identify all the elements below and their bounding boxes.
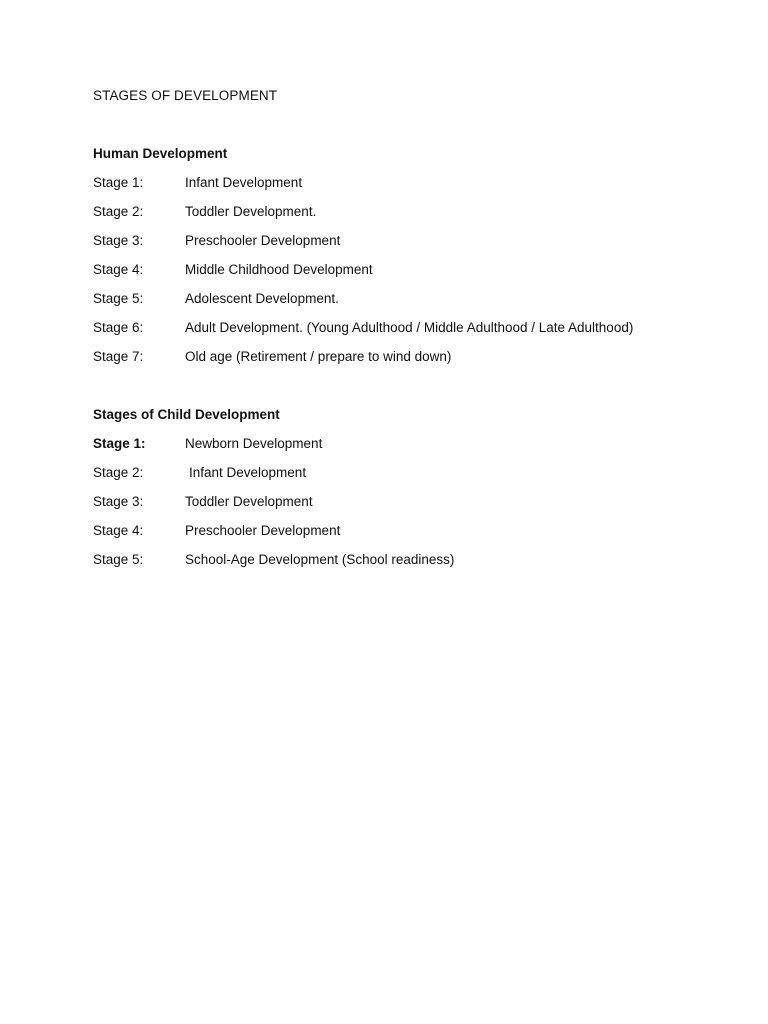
- stage-row: [93, 233, 733, 262]
- stage-row: [93, 320, 733, 349]
- section-heading-human-development: Human Development: [93, 146, 228, 161]
- stage-row: [93, 175, 733, 204]
- stage-row: [93, 494, 733, 523]
- stage-description: School-Age Development (School readiness): [185, 552, 455, 567]
- stage-description: Adult Development. (Young Adulthood / Middle Adulthood / Late Adulthood): [185, 320, 634, 335]
- stage-label: Stage 6:: [93, 320, 144, 335]
- human-development-stage-list: [93, 175, 733, 378]
- stage-row: [93, 552, 733, 581]
- stage-description: Newborn Development: [185, 436, 323, 451]
- stage-row: [93, 349, 733, 378]
- stage-label: Stage 1:: [93, 436, 146, 451]
- stage-row: [93, 436, 733, 465]
- child-development-stage-list: [93, 436, 733, 581]
- stage-row: [93, 262, 733, 291]
- stage-label: Stage 2:: [93, 204, 144, 219]
- stage-description: Toddler Development: [185, 494, 313, 509]
- stage-label: Stage 4:: [93, 262, 144, 277]
- stage-description: Infant Development: [189, 465, 307, 480]
- stage-description: Infant Development: [185, 175, 303, 190]
- stage-label: Stage 1:: [93, 175, 144, 190]
- section-heading-child-development: Stages of Child Development: [93, 407, 280, 422]
- stage-label: Stage 7:: [93, 349, 144, 364]
- stage-description: Toddler Development.: [185, 204, 317, 219]
- stage-description: Adolescent Development.: [185, 291, 339, 306]
- stage-description: Preschooler Development: [185, 233, 341, 248]
- stage-label: Stage 3:: [93, 494, 144, 509]
- stage-label: Stage 5:: [93, 552, 144, 567]
- stage-label: Stage 4:: [93, 523, 144, 538]
- stage-label: Stage 3:: [93, 233, 144, 248]
- human-development-section: [93, 146, 733, 378]
- stage-description: Middle Childhood Development: [185, 262, 373, 277]
- stage-description: Preschooler Development: [185, 523, 341, 538]
- stage-label: Stage 5:: [93, 291, 144, 306]
- stage-row: [93, 523, 733, 552]
- child-development-section: [93, 407, 733, 581]
- stage-description: Old age (Retirement / prepare to wind down): [185, 349, 452, 364]
- stage-row: [93, 204, 733, 233]
- stage-row: [93, 291, 733, 320]
- document-title: STAGES OF DEVELOPMENT: [93, 88, 278, 103]
- stage-row: [93, 465, 733, 494]
- stage-label: Stage 2:: [93, 465, 144, 480]
